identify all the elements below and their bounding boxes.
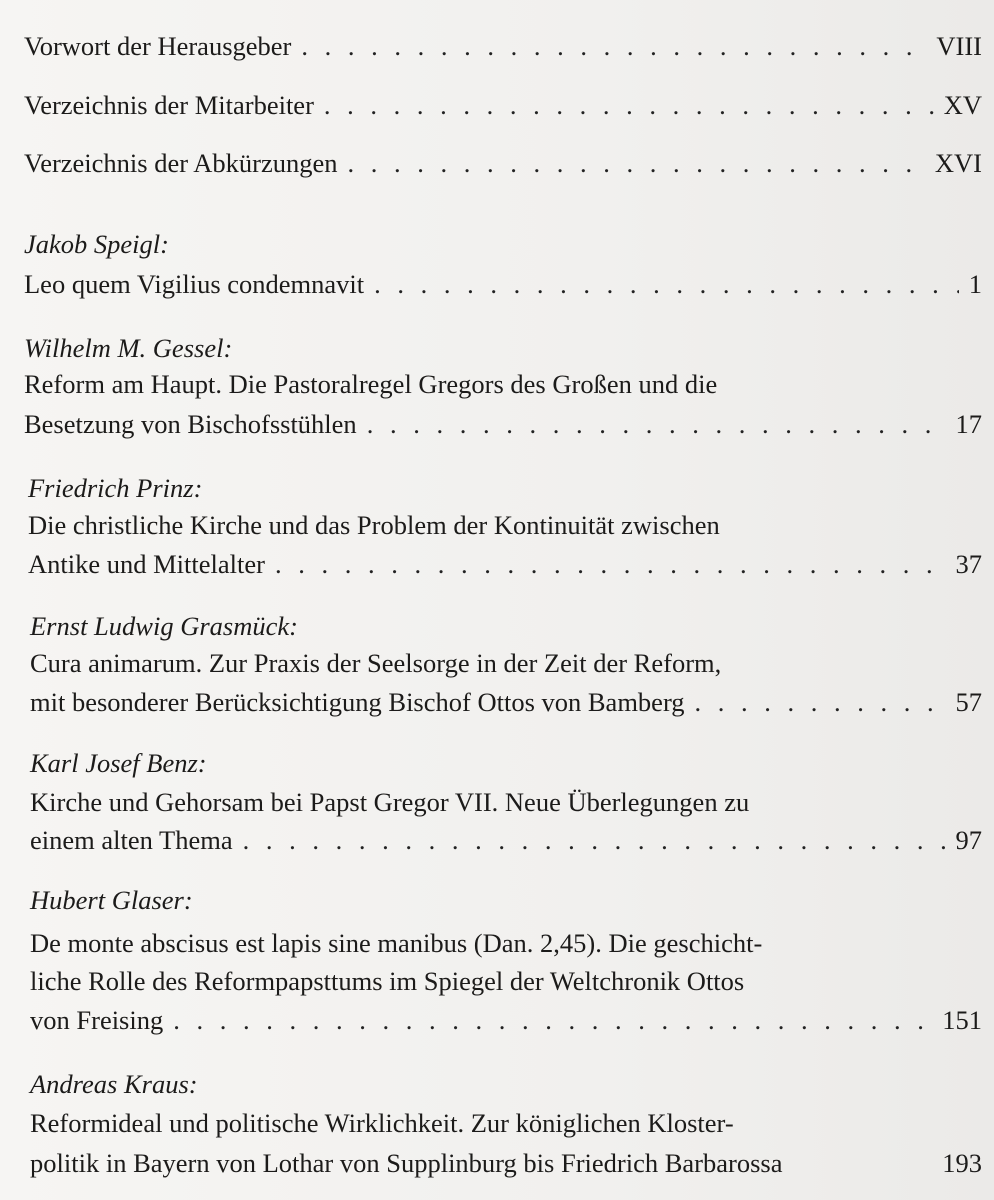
leader-dots [367,406,946,442]
entry-title-line: De monte abscisus est lapis sine manibus (Dan. 2,45). Die geschicht- [30,928,763,958]
page-number: 37 [955,549,982,579]
page-number: XVI [934,148,982,178]
entry-title-line: Cura animarum. Zur Praxis der Seelsorge in der Zeit der Reform, [30,648,722,678]
entry-title-line: politik in Bayern von Lothar von Supplinburg bis Friedrich Barbarossa [30,1148,783,1178]
toc-row-entry-1[interactable] [24,266,982,302]
entry-title-line: von Freising [30,1005,164,1035]
entry-author: Jakob Speigl: [24,229,169,259]
page-number: 57 [955,687,982,717]
leader-dots [173,1002,932,1038]
page-number: 193 [942,1148,982,1178]
toc-row-entry-3[interactable] [28,546,982,582]
entry-title-line: Kirche und Gehorsam bei Papst Gregor VII. Neue Überlegungen zu [30,787,750,817]
entry-title-line: Reform am Haupt. Die Pastoralregel Gregors des Großen und die [24,369,718,399]
entry-title-line: Reformideal und politische Wirklichkeit. Zur königlichen Kloster- [30,1108,734,1138]
entry-title-line: liche Rolle des Reformpapsttums im Spiegel der Weltchronik Ottos [30,966,745,996]
toc-row-front-1[interactable] [24,28,982,64]
page-number: XV [943,90,982,120]
entry-title-line: Die christliche Kirche und das Problem der Kontinuität zwischen [28,510,720,540]
entry-title-line: mit besonderer Berücksichtigung Bischof Ottos von Bamberg [30,687,685,717]
entry-author: Andreas Kraus: [30,1069,198,1099]
page-number: 1 [968,269,982,299]
entry-author: Hubert Glaser: [30,885,193,915]
leader-dots [374,266,959,302]
entry-title-line: einem alten Thema [30,825,233,855]
entry-title-line: Antike und Mittelalter [28,549,265,579]
toc-row-entry-7[interactable] [30,1145,982,1181]
page-number: VIII [936,31,982,61]
toc-row-entry-4[interactable] [30,684,982,720]
toc-title: Verzeichnis der Mitarbeiter [24,90,314,120]
leader-dots [275,546,946,582]
entry-title-line: Besetzung von Bischofsstühlen [24,409,357,439]
leader-dots [243,822,946,858]
leader-dots [301,28,926,64]
toc-row-entry-2[interactable] [24,406,982,442]
toc-title: Vorwort der Herausgeber [24,31,292,61]
toc-row-entry-6[interactable] [30,1002,982,1038]
toc-row-entry-5[interactable] [30,822,982,858]
leader-dots [324,87,934,123]
entry-author: Ernst Ludwig Grasmück: [30,611,298,641]
entry-author: Friedrich Prinz: [28,473,203,503]
toc-row-front-3[interactable] [24,145,982,181]
entry-author: Karl Josef Benz: [30,748,207,778]
leader-dots [347,145,924,181]
page-number: 151 [942,1005,982,1035]
page-number: 17 [955,409,982,439]
entry-author: Wilhelm M. Gessel: [24,333,233,363]
toc-title: Verzeichnis der Abkürzungen [24,148,338,178]
entry-title-line: Leo quem Vigilius condemnavit [24,269,365,299]
toc-row-front-2[interactable] [24,87,982,123]
leader-dots [695,684,946,720]
page-number: 97 [955,825,982,855]
